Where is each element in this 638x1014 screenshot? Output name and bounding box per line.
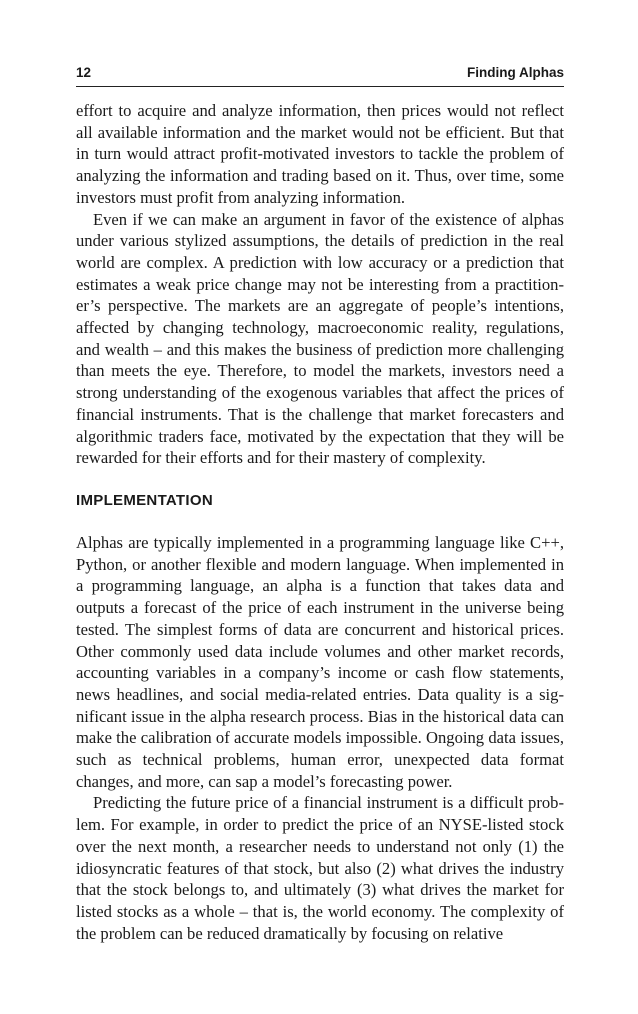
paragraph: Predicting the future price of a financial instrument is a difficult problem. For example, in order to predict the price of an NYSE-listed stock over the next month, a researcher needs to understand not only (1) the idiosyncratic features of that stock, but also (2) what drives the industry that the stock belongs to, and ultimately (3) what drives the market for listed stocks as a whole – that is, the world economy. The complexity of the problem can be reduced dramatically by focusing on relative	[76, 793, 564, 943]
text-block-implementation	[76, 532, 564, 944]
section-heading-implementation: IMPLEMENTATION	[76, 492, 213, 509]
text-block-before-heading	[76, 100, 564, 469]
paragraph-continued: effort to acquire and analyze information, then prices would not reflect all available information and the market would not be efficient. But that in turn would attract profit-motivated investors to tackle the problem of analyzing the information and trading based on it. Thus, over time, some investors must profit from analyzing information.	[76, 101, 564, 207]
book-title: Finding Alphas	[467, 65, 564, 80]
running-header	[76, 60, 564, 87]
page-number: 12	[76, 65, 92, 80]
paragraph: Alphas are typically implemented in a programming language like C++, Python, or another flexible and modern language. When implemented in a programming language, an alpha is a function that takes data and outputs a forecast of the price of each instrument in the universe being tested. The simplest forms of data are concurrent and historical prices. Other commonly used data include volumes and other market records, accounting variables in a company’s income or cash flow statements, news headlines, and social media-related entries. Data quality is a significant issue in the alpha research process. Bias in the historical data can make the calibration of accurate models impossible. Ongoing data issues, such as technical problems, human error, unexpected data format changes, and more, can sap a model’s forecasting power.	[76, 533, 564, 791]
paragraph: Even if we can make an argument in favor of the existence of alphas under various stylized assumptions, the details of prediction in the real world are complex. A prediction with low accuracy or a prediction that estimates a weak price change may not be interesting from a practitioner’s perspective. The markets are an aggregate of people’s intentions, affected by changing technology, macroeconomic reality, regulations, and wealth – and this makes the business of prediction more challenging than meets the eye. Therefore, to model the markets, investors need a strong understanding of the exogenous variables that affect the prices of financial instruments. That is the challenge that market forecasters and algorithmic traders face, motivated by the expectation that they will be rewarded for their efforts and for their mastery of complexity.	[76, 209, 564, 468]
